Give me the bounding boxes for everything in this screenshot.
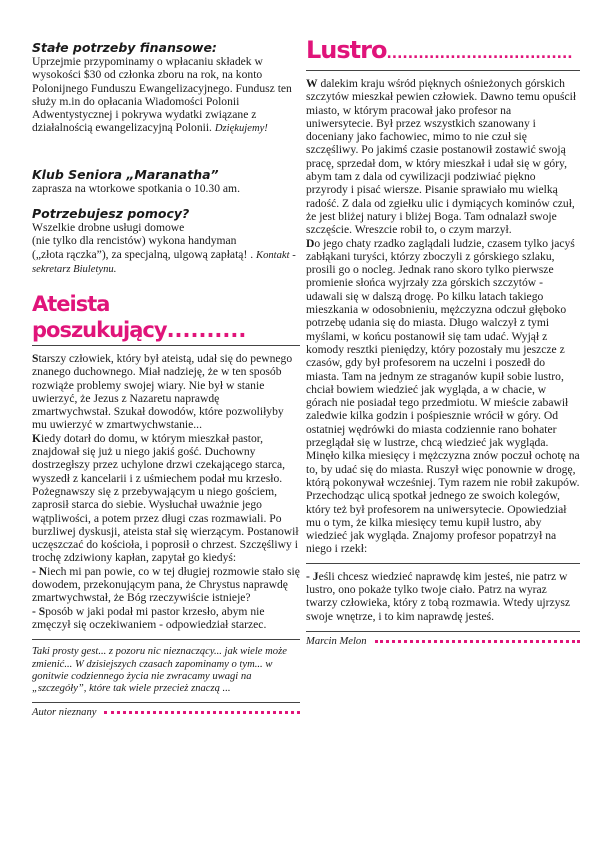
help-section — [32, 206, 300, 276]
atheist-paragraph: - Sposób w jaki podał mi pastor krzesło, abym nie zmęczył się oczekiwaniem - odpowiedział starzec. — [32, 604, 267, 631]
atheist-paragraph: Kiedy dotarł do domu, w którym mieszkał pastor, znajdował się już u niego jakiś gość. Duchowny dostrzegłszy przez uchylone drzwi czekającego starca, wyszedł z kancelarii i z uśmiechem podał mu krzesło. Pożegnawszy się z przebywającym u niego gościem, zaprosił starca do siebie. Wysłuchał uważnie jego wątpliwości, a potem przez długi czas rozmawiali. Po burzliwej dyskusji, ateista stał się wierzącym. Postanowił uczęszczać do kościoła, i poprosił o chrzest. Szczęśliwy i trochę zdziwiony kapłan, zapytał go kiedyś: — [32, 431, 299, 565]
finance-section — [32, 40, 300, 136]
seniors-title: Klub Seniora „Maranatha” — [32, 167, 219, 182]
finance-thanks: Dziękujemy! — [214, 123, 268, 135]
atheist-title: Ateista poszukujący.......... — [32, 292, 247, 342]
finance-title: Stałe potrzeby finansowe: — [32, 40, 217, 55]
help-line-3: („złota rączka”), za specjalną, ulgową zapłatą! . Kontakt - sekretarz Biuletynu. — [32, 247, 296, 275]
dotted-line — [104, 707, 300, 714]
atheist-article — [32, 291, 300, 718]
mirror-rule — [306, 70, 580, 71]
mirror-paragraph: Do jego chaty rzadko zaglądali ludzie, czasem tylko jacyś zabłąkani turyści, którzy zboczyli z górskiego szlaku, prosili go o nocleg. Jednak rano skoro tylko pierwsze promienie słońca wyjrzały zza górskich szczytów - udawali się w dalszą drogę. Po kilku latach takiego mieszkania w odosobnieniu, mężczyzna odczuł głęboko potrzebę udania się do miasta. Długo walczył z tymi myślami, w końcu postanowił się tam udać. Wyjął z komody resztki pieniędzy, który pozostały mu jeszcze z czasów, gdy był profesorem na uczelni i poszedł do miasta. Tam na jednym ze straganów kupił sobie lustro, chciał bowiem wiedzieć jak wygląda, a w chacie, w górach nie posiadał tego przedmiotu. W mieście zabawił zaledwie kilka godzin i pośpiesznie wrócił w góry. Od ostatniej wędrówki do miasta codziennie rano bohater przeglądał się w lustrze, chcą wiedzieć jak wygląda. Minęło kilka miesięcy i mężczyzna znów poczuł ochotę na to, by udać się do miasta. Ruszył więc ponownie w drogę, którą pokonywał wcześniej. Tym razem nie robił zakupów. Przechodząc ulicą spotkał jednego ze swoich kolegów, który też był profesorem na uniwersytecie. Opowiedział mu o tym, że kilka miesięcy temu kupił lustro, aby wiedzieć jak wygląda. Znajomy profesor popatrzył na niego i rzekł: — [306, 236, 580, 556]
mirror-article — [306, 36, 580, 647]
help-line-1: Wszelkie drobne usługi domowe — [32, 221, 185, 234]
mirror-paragraph: - Jeśli chcesz wiedzieć naprawdę kim jesteś, nie patrz w lustro, ono pokaże tylko twoje ciało. Patrz na wyraz twarzy człowieka, który z tobą rozmawia. Wtedy ujrzysz swoje wnętrze, i to kim naprawdę jesteś. — [306, 569, 571, 623]
atheist-footnote-rule — [32, 639, 300, 640]
seniors-section — [32, 167, 300, 195]
mirror-author-rule — [306, 631, 580, 632]
help-title: Potrzebujesz pomocy? — [32, 206, 190, 221]
help-contact: Kontakt - sekretarz Biuletynu. — [32, 249, 296, 275]
atheist-author: Autor nieznany — [32, 707, 300, 718]
seniors-text: zaprasza na wtorkowe spotkania o 10.30 am. — [32, 182, 240, 195]
dotted-line — [375, 636, 580, 643]
mirror-author: Marcin Melon — [306, 636, 580, 647]
mirror-title: Lustro................................... — [306, 36, 573, 64]
atheist-rule — [32, 345, 300, 346]
atheist-paragraph: - Niech mi pan powie, co w tej długiej rozmowie stało się dowodem, przekonującym pana, że Chrystus naprawdę zmartwychwstał, że Bóg rzeczywiście istnieje? — [32, 564, 300, 605]
help-line-2: (nie tylko dla rencistów) wykona handyman — [32, 234, 237, 248]
mirror-quote-rule — [306, 563, 580, 564]
finance-text: Uprzejmie przypominamy o wpłacaniu składek w wysokości $30 od członka zboru na rok, na konto Polonijnego Funduszu Ewangelizacyjnego. Fundusz ten służy m.in do opłacania Wiadomości Polonii Adwentystycznej i pokrywa wydatki związane z działalnością ewangelizacyjną Polonii. Dziękujemy! — [32, 55, 292, 135]
atheist-author-rule — [32, 702, 300, 703]
mirror-paragraph: W dalekim kraju wśród pięknych ośnieżonych górskich szczytów mieszkał pewien człowiek. Dawno temu opuścił miasto, w którym pracował jako profesor na uniwersytecie. Był przez wszystkich szanowany i doceniany jako fachowiec, mimo to nie czuł się szczęśliwy. Po jakimś czasie postanowił zostawić swoją pracę, sprzedał dom, w który mieszkał i udał się w góry, abym tam z dala od cywilizacji podziwiać piękno przyrody i pisać wiersze. Pisanie sprawiało mu wielką radość. Z dala od zgiełku ulic i dymiących kominów czuł, że jest bliżej natury i bliżej Boga. Tam odnalazł swoje szczęście. Wreszcie robił to, o czym marzył. — [306, 77, 577, 237]
atheist-paragraph: Starszy człowiek, który był ateistą, udał się do pewnego znanego duchownego. Miał nadzieję, że w ten sposób rozwiąże problemy swojej wiary. Nie był w stanie uwierzyć, że Jezus z Nazaretu naprawdę zmartwychwstał. Szukał dowodów, które pozwoliłyby mu uwierzyć w zmartwychwstanie... — [32, 352, 293, 432]
atheist-footnote: Taki prosty gest... z pozoru nic nieznaczący... jak wiele może zmienić... W dzisiejszych czasach zapominamy o tym... w gonitwie codziennego życia nie zwracamy uwagi na „szczegóły”, które tak wiele przecież znaczą ... — [32, 646, 287, 695]
